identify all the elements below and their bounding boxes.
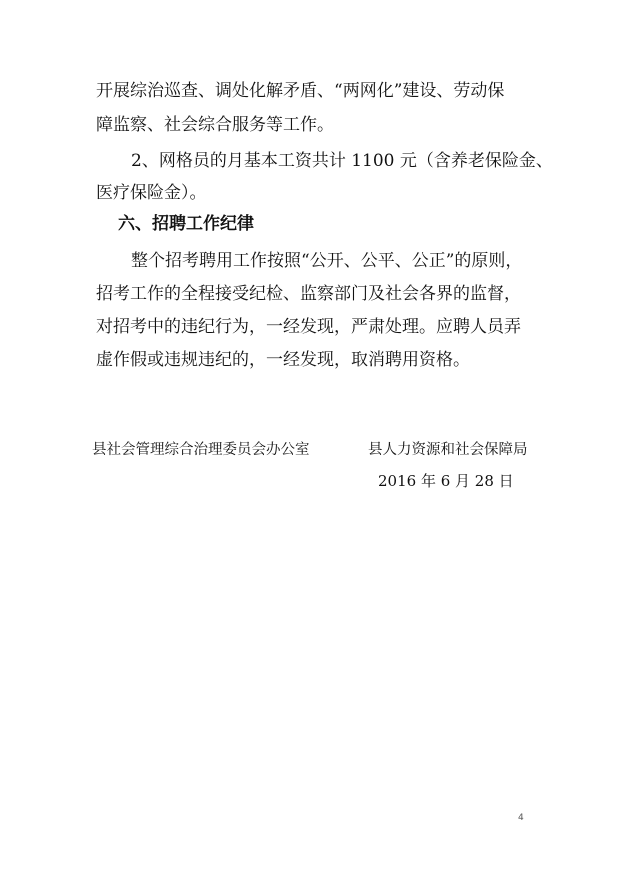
discipline-line: 对招考中的违纪行为，一经发现，严肃处理。应聘人员弄	[96, 317, 521, 337]
body-line: 医疗保险金）。	[96, 183, 207, 203]
salary-line: 2、网格员的月基本工资共计 1100 元（含养老保险金、	[131, 151, 553, 171]
body-line: 障监察、社会综合服务等工作。	[96, 115, 334, 135]
signature-left-org: 县社会管理综合治理委员会办公室	[92, 442, 310, 458]
discipline-line: 整个招考聘用工作按照“公开、公平、公正”的原则，	[131, 251, 523, 271]
discipline-line: 虚作假或违规违纪的，一经发现，取消聘用资格。	[96, 350, 470, 370]
page-number: 4	[518, 813, 524, 823]
discipline-line: 招考工作的全程接受纪检、监察部门及社会各界的监督，	[96, 284, 521, 304]
body-line: 开展综治巡查、调处化解矛盾、“两网化”建设、劳动保	[96, 81, 505, 101]
section-heading: 六、招聘工作纪律	[118, 214, 254, 234]
signature-right-org: 县人力资源和社会保障局	[368, 442, 528, 458]
signature-date: 2016 年 6 月 28 日	[378, 472, 514, 490]
